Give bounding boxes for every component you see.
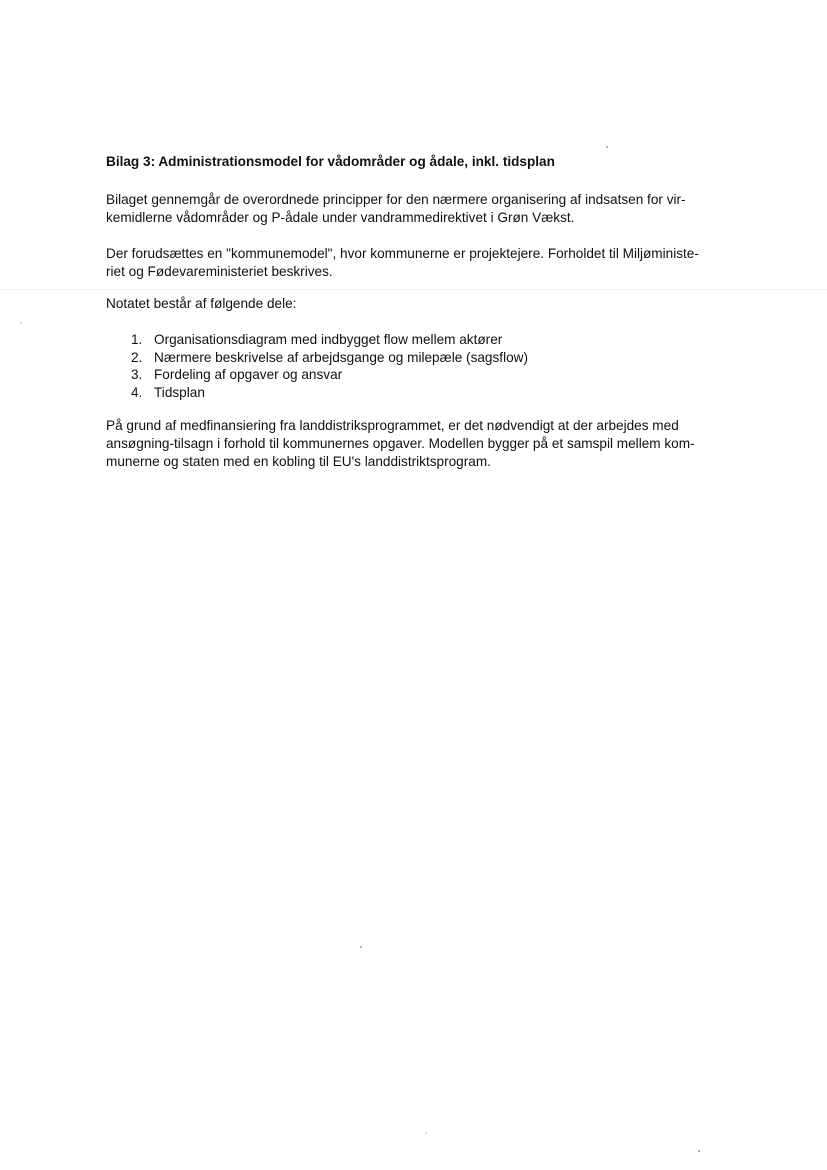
list-item-text: Nærmere beskrivelse af arbejdsgange og milepæle (sagsflow) xyxy=(154,349,528,365)
list-item-text: Organisationsdiagram med indbygget flow mellem aktører xyxy=(154,332,503,347)
scan-speck xyxy=(360,946,362,948)
text-line: På grund af medfinansiering fra landdistriksprogrammet, er det nødvendigt at der arbejdes med xyxy=(106,418,679,433)
parts-list xyxy=(106,331,776,401)
list-item-number: 1. xyxy=(131,332,143,347)
list-item xyxy=(106,349,776,367)
closing-paragraph xyxy=(106,417,776,471)
list-item-number: 2. xyxy=(131,349,143,365)
scan-speck xyxy=(698,1150,700,1152)
list-item xyxy=(106,366,776,384)
text-line: kemidlerne vådområder og P-ådale under vandrammedirektivet i Grøn Vækst. xyxy=(106,210,575,225)
document-title: Bilag 3: Administrationsmodel for vådområder og ådale, inkl. tidsplan xyxy=(106,154,555,169)
scan-speck xyxy=(425,1132,427,1134)
scan-speck xyxy=(20,322,22,324)
list-item xyxy=(106,331,776,349)
list-item-number: 4. xyxy=(131,384,143,400)
model-paragraph xyxy=(106,245,776,281)
text-line: munerne og staten med en kobling til EU's landdistriktsprogram. xyxy=(106,454,491,469)
list-item xyxy=(106,384,776,402)
document-body xyxy=(106,153,776,471)
text-line: riet og Fødevareministeriet beskrives. xyxy=(106,264,333,279)
text-line: Bilaget gennemgår de overordnede principper for den nærmere organisering af indsatsen for vir- xyxy=(106,192,686,207)
list-item-text: Fordeling af opgaver og ansvar xyxy=(154,367,343,382)
text-line: ansøgning-tilsagn i forhold til kommunernes opgaver. Modellen bygger på et samspil mellem kom- xyxy=(106,436,695,451)
scan-speck xyxy=(606,146,608,148)
parts-intro: Notatet består af følgende dele: xyxy=(106,296,297,311)
list-item-text: Tidsplan xyxy=(154,384,205,400)
intro-paragraph xyxy=(106,191,776,227)
list-item-number: 3. xyxy=(131,367,143,382)
text-line: Der forudsættes en "kommunemodel", hvor kommunerne er projektejere. Forholdet til Miljøministe- xyxy=(106,246,699,261)
